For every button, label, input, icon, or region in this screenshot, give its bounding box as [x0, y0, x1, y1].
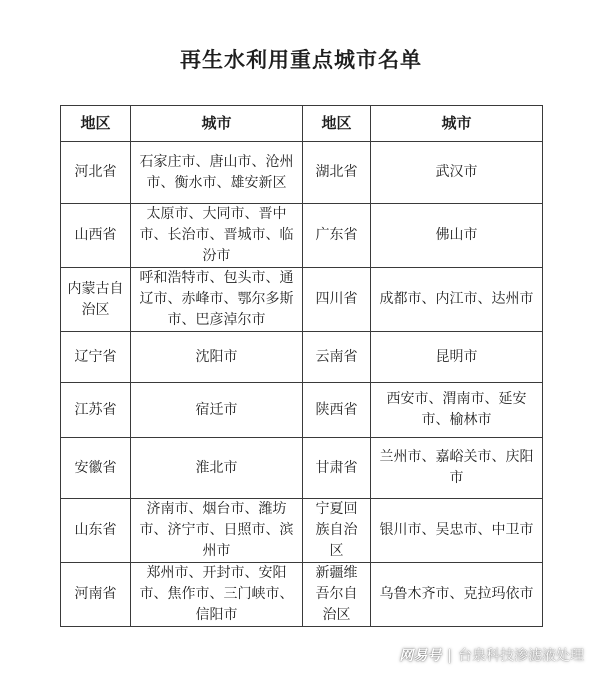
cities-cell: 济南市、烟台市、潍坊市、济宁市、日照市、滨州市: [131, 499, 303, 563]
region-cell: 安徽省: [61, 438, 131, 499]
cities-cell: 沈阳市: [131, 332, 303, 383]
region-cell: 宁夏回族自治区: [303, 499, 371, 563]
table-row: [61, 438, 543, 499]
cities-cell: 银川市、吴忠市、中卫市: [371, 499, 543, 563]
cities-cell: 兰州市、嘉峪关市、庆阳市: [371, 438, 543, 499]
region-cell: 陕西省: [303, 383, 371, 438]
cities-cell: 石家庄市、唐山市、沧州市、衡水市、雄安新区: [131, 142, 303, 204]
table-row: [61, 268, 543, 332]
cities-cell: 佛山市: [371, 204, 543, 268]
cities-cell: 西安市、渭南市、延安市、榆林市: [371, 383, 543, 438]
cities-cell: 宿迁市: [131, 383, 303, 438]
cities-cell: 乌鲁木齐市、克拉玛依市: [371, 563, 543, 627]
region-cell: 新疆维吾尔自治区: [303, 563, 371, 627]
watermark-brand: 网易号: [399, 648, 442, 664]
region-cell: 河北省: [61, 142, 131, 204]
table-row: [61, 204, 543, 268]
region-cell: 辽宁省: [61, 332, 131, 383]
cities-cell: 呼和浩特市、包头市、通辽市、赤峰市、鄂尔多斯市、巴彦淖尔市: [131, 268, 303, 332]
cities-cell: 昆明市: [371, 332, 543, 383]
region-cell: 河南省: [61, 563, 131, 627]
city-list-table: [60, 105, 543, 627]
table-row: [61, 499, 543, 563]
table-header-row: [61, 106, 543, 142]
region-cell: 广东省: [303, 204, 371, 268]
cities-cell: 武汉市: [371, 142, 543, 204]
netease-watermark: [399, 645, 584, 665]
region-cell: 山东省: [61, 499, 131, 563]
table-row: [61, 383, 543, 438]
cities-cell: 成都市、内江市、达州市: [371, 268, 543, 332]
watermark-separator: |: [447, 648, 452, 664]
table-row: [61, 563, 543, 627]
region-cell: 云南省: [303, 332, 371, 383]
header-city-left: 城市: [131, 106, 303, 142]
header-region-left: 地区: [61, 106, 131, 142]
cities-cell: 太原市、大同市、晋中市、长治市、晋城市、临汾市: [131, 204, 303, 268]
table-row: [61, 332, 543, 383]
region-cell: 山西省: [61, 204, 131, 268]
watermark-account: 台泉科技渗滤液处理: [458, 648, 584, 664]
cities-cell: 淮北市: [131, 438, 303, 499]
table-row: [61, 142, 543, 204]
cities-cell: 郑州市、开封市、安阳市、焦作市、三门峡市、信阳市: [131, 563, 303, 627]
region-cell: 江苏省: [61, 383, 131, 438]
region-cell: 内蒙古自治区: [61, 268, 131, 332]
region-cell: 甘肃省: [303, 438, 371, 499]
header-region-right: 地区: [303, 106, 371, 142]
header-city-right: 城市: [371, 106, 543, 142]
region-cell: 湖北省: [303, 142, 371, 204]
region-cell: 四川省: [303, 268, 371, 332]
document-title: 再生水利用重点城市名单: [180, 48, 422, 72]
